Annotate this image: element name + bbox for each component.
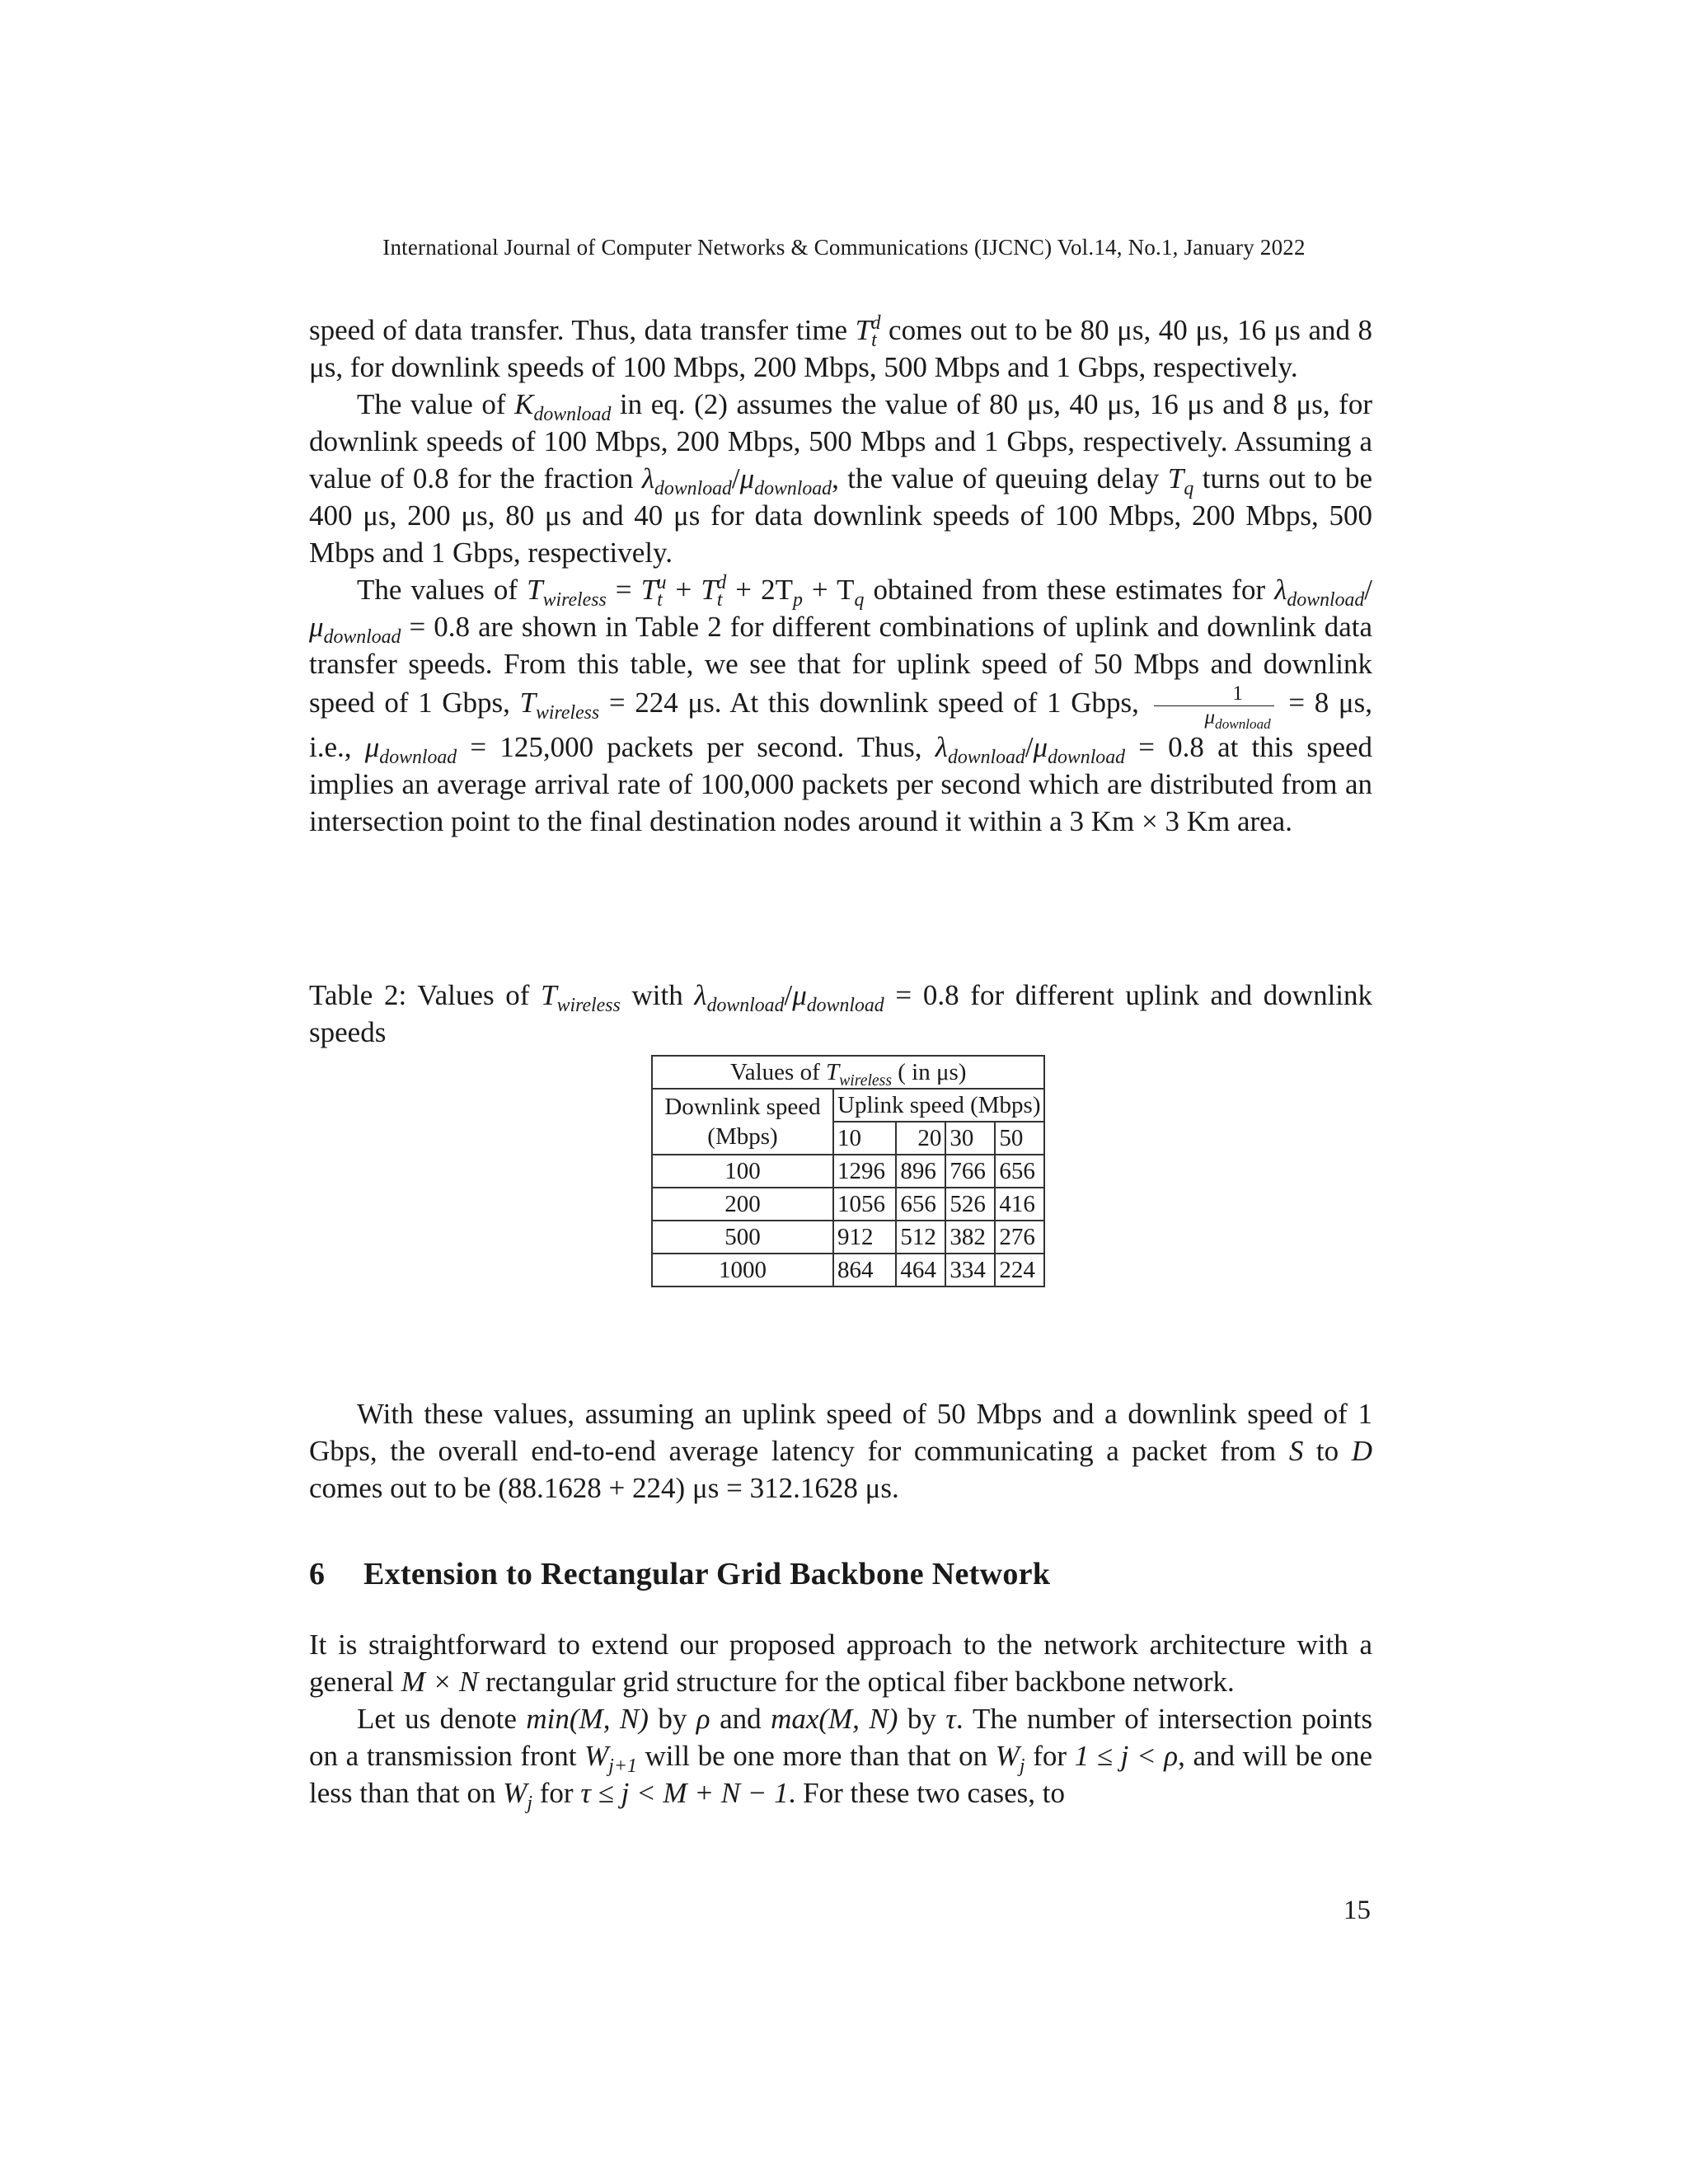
table-title-row: Values of $T_{wireless}$ ( in μs) <box>652 1056 1044 1089</box>
row-header-cell: Downlink speed (Mbps) <box>652 1089 833 1155</box>
paragraph-rectangular-grid: It is straightforward to extend our proposed approach to the network architecture with a general M × N rectangular grid structure for the optical fiber backbone network. <box>309 1629 1372 1698</box>
section-number: 6 <box>309 1557 326 1591</box>
table-row: 500 912 512 382 276 <box>652 1221 1044 1254</box>
table-caption: Table 2: Values of $T_{wireless}$ with $\lambda_{download}/\mu_{download} = 0.8$ for different uplink and downlink speeds <box>309 979 1373 1048</box>
table-header-row <box>652 1089 1044 1122</box>
paragraph-data-transfer-time: speed of data transfer. Thus, data transfer time $T_t^d$ comes out to be 80 μs, 40 μs, 16 μs and 8 μs, for downlink speeds of 100 Mbps, 200 Mbps, 500 Mbps and 1 Gbps, respectively. <box>309 312 1373 383</box>
page-number: 15 <box>1343 1896 1371 1925</box>
table-row: 1000 864 464 334 224 <box>652 1254 1044 1286</box>
col-header-cell: Uplink speed (Mbps) <box>833 1089 1044 1122</box>
paragraph-overall-latency: With these values, assuming an uplink speed of 50 Mbps and a downlink speed of 1 Gbps, the overall end-to-end average latency for communicating a packet from S to D comes out to be (88.1628 + 224) μs = 312.1628 μs. <box>309 1398 1372 1504</box>
paragraph-min-max: Let us denote min(M, N) by ρ and max(M, N) by τ. The number of intersection points on a transmission front $W_{j+1}$ will be one more than that on $W_j$ for 1 ≤ j < ρ, and will be one less than that on $W_j$ for τ ≤ j < M + N − 1. For these two cases, to <box>309 1703 1373 1814</box>
table-row: 200 1056 656 526 416 <box>652 1188 1044 1221</box>
paragraph-kdownload: The value of $K_{download}$ in eq. (2) assumes the value of 80 μs, 40 μs, 16 μs and 8 μs, for downlink speeds of 100 Mbps, 200 Mbps, 500 Mbps and 1 Gbps, respectively. Assuming a value of 0.8 for the fraction $\lambda_{download}/\mu_{download}$, the value of queuing delay $T_q$ turns out to be 400 μs, 200 μs, 80 μs and 40 μs for data downlink speeds of 100 Mbps, 200 Mbps, 500 Mbps and 1 Gbps, respectively. <box>309 388 1373 569</box>
results-table <box>651 1055 1045 1287</box>
table-columns-row: 10 20 30 50 <box>652 1122 1044 1155</box>
section-title: Extension to Rectangular Grid Backbone Network <box>363 1557 1051 1591</box>
table-row: 100 1296 896 766 656 <box>652 1155 1044 1188</box>
body-block-2 <box>309 1395 1372 1507</box>
body-block-1 <box>309 312 1372 840</box>
paragraph-twireless-values: The values of $T_{wireless} = T_t^u + T_t^d + 2T_p + T_q$ obtained from these estimates for $\lambda_{download}/\mu_{download} = 0.8$ are shown in Table 2 for different combinations of uplink and downlink data transfer speeds. From this table, we see that for uplink speed of 50 Mbps and downlink speed of 1 Gbps, $T_{wireless} = 224$ μs. At this downlink speed of 1 Gbps, $\frac{1}{\mu_{download}}$ = 8 μs, i.e., $\mu_{download} = 125,000$ packets per second. Thus, $\lambda_{download}/\mu_{download} = 0.8$ at this speed implies an average arrival rate of 100,000 packets per second which are distributed from an intersection point to the final destination nodes around it within a 3 Km × 3 Km area. <box>309 572 1373 838</box>
section-heading <box>309 1556 1372 1592</box>
body-block-3 <box>309 1626 1373 1814</box>
fraction-one-over-mu: $\frac{1}{\mu_{download}}$ <box>1154 682 1274 729</box>
running-header: International Journal of Computer Networks & Communications (IJCNC) Vol.14, No.1, January 2022 <box>382 235 1306 260</box>
